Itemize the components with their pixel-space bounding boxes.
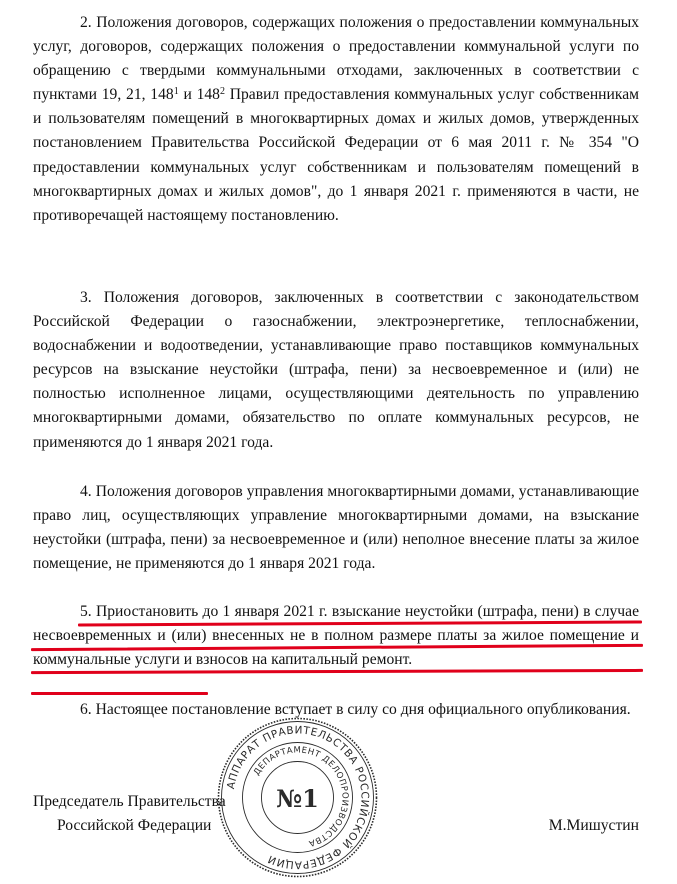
paragraph-4: 4. Положения договоров управления многоквартирными домами, устанавливающие право лиц, осуществляющих управление многоквартирными домами, на взыскание неустойки (штрафа, пени) за несвоевременное и (или) неполное внесение платы за жилое помещение, не применяются до 1 января 2021 года.	[33, 483, 639, 573]
signatory-title-line1: Председатель Правительства	[33, 793, 226, 810]
signatory-name: М.Мишустин	[548, 817, 639, 834]
signatory-title	[33, 790, 226, 838]
seal-number: №1	[276, 784, 319, 813]
seal-inner-text: ДЕПАРТАМЕНТ ДЕЛОПРОИЗВОДСТВА	[252, 745, 350, 849]
superscript-1: 1	[173, 86, 179, 98]
paragraph-2	[33, 11, 639, 228]
paragraph-5: 5. Приостановить до 1 января 2021 г. взыскание неустойки (штрафа, пени) в случае несвоевременных и (или) внесенных не в полном размере платы за жилое помещение и коммунальные услуги и взносов на капитальный ремонт.	[33, 603, 639, 669]
signatory-title-line2: Российской Федерации	[57, 817, 212, 834]
paragraph-6: 6. Настоящее постановление вступает в силу со дня официального опубликования.	[80, 701, 631, 718]
red-underline-4	[31, 692, 208, 695]
paragraph-2-text-b: и 148	[178, 86, 220, 104]
paragraph-2-text-c: Правил предоставления коммунальных услуг собственникам и пользователям помещений в многоквартирных домах и жилых домов, утвержденных постановлением Правительства Российской Федерации от 6 мая 2011 г. № 354 "О предоставлении коммунальных услуг собственникам и пользователям помещений в многоквартирных домах и жилых домов", до 1 января 2021 г. применяются в части, не противоречащей настоящему постановлению.	[33, 86, 639, 224]
paragraph-2-text-a: 2. Положения договоров, содержащих положения о предоставлении коммунальных услуг, договоров, содержащих положения о предоставлении коммунальной услуги по обращению с твердыми коммунальными отходами, заключенных в соответствии с пунктами 19, 21, 148	[33, 14, 639, 104]
official-seal	[215, 715, 380, 880]
superscript-2: 2	[219, 86, 225, 98]
paragraph-3: 3. Положения договоров, заключенных в соответствии с законодательством Российской Федерации о газоснабжении, электроэнергетике, теплоснабжении, водоснабжении и водоотведении, устанавливающие право поставщиков коммунальных ресурсов на взыскание неустойки (штрафа, пени) за несвоевременное и (или) не полностью исполненное лицами, осуществляющими деятельность по управлению многоквартирными домами, обязательство по оплате коммунальных ресурсов, не применяются до 1 января 2021 года.	[33, 289, 639, 451]
seal-outer-text: АППАРАТ ПРАВИТЕЛЬСТВА РОССИЙСКОЙ ФЕДЕРАЦИИ	[225, 724, 371, 871]
